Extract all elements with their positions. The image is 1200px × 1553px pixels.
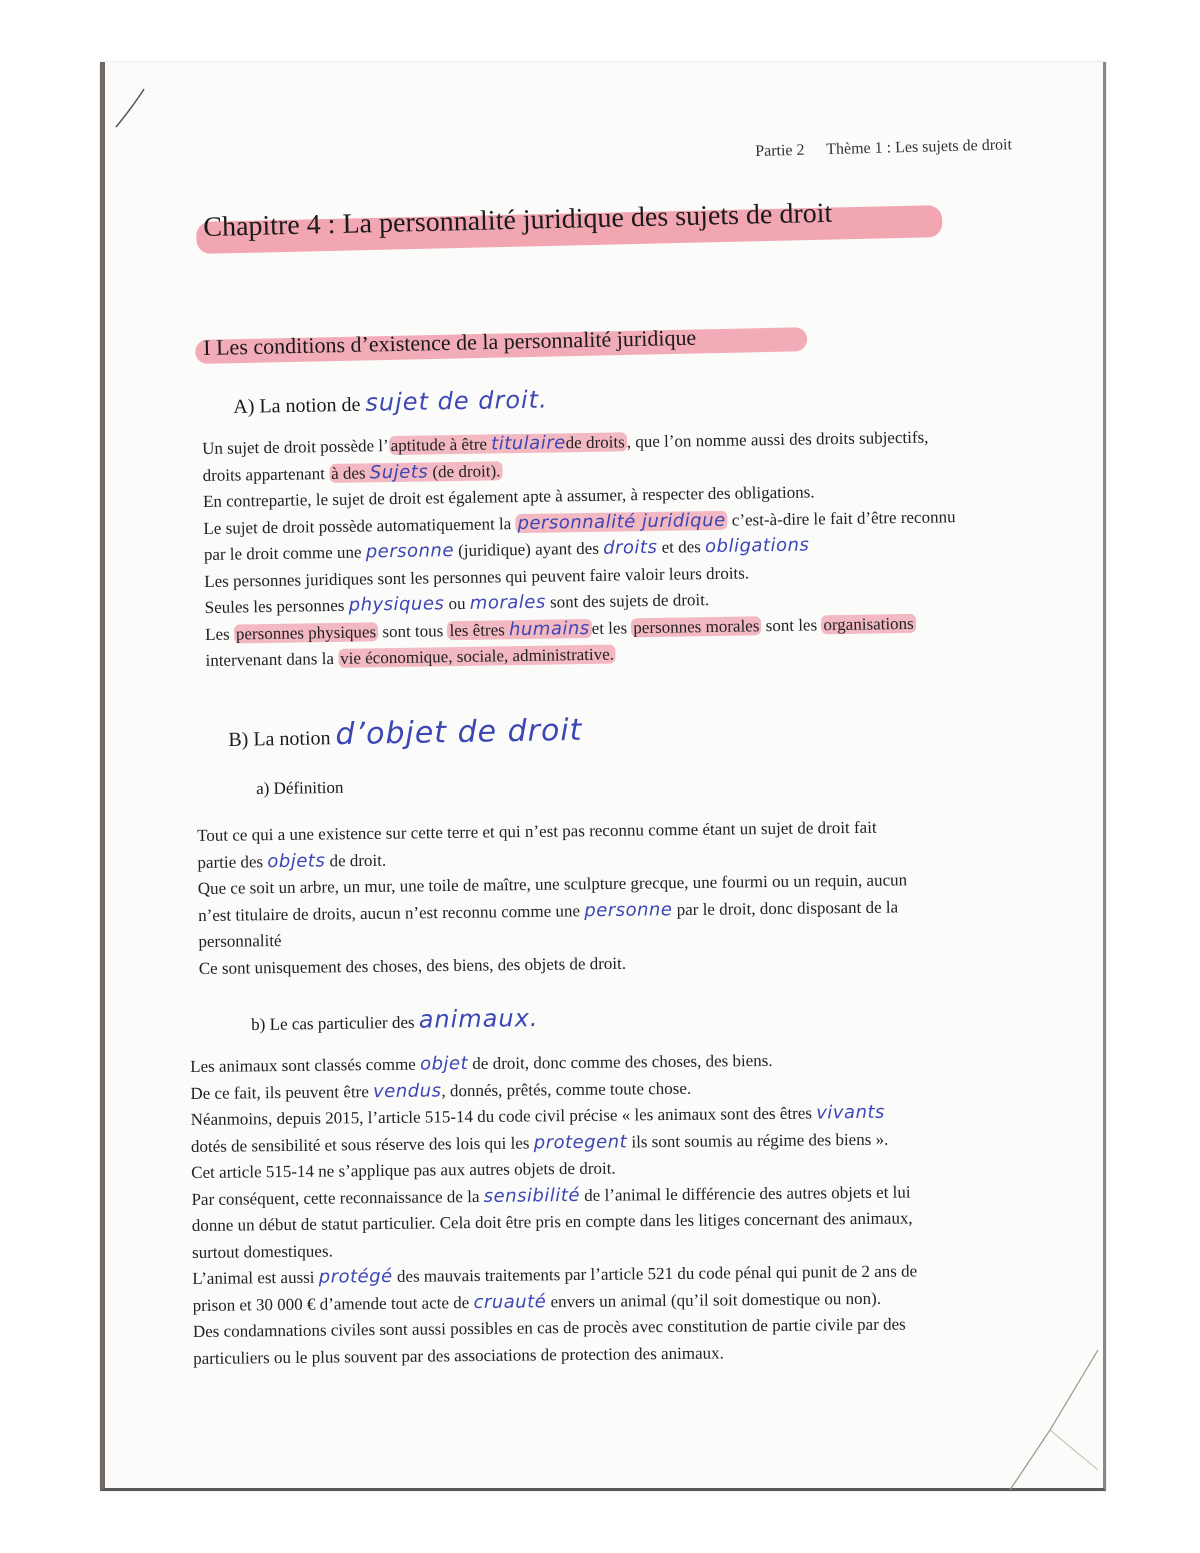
text: Un sujet de droit possède l’ xyxy=(202,436,389,458)
text-line: personnalité xyxy=(198,930,282,951)
text: , donnés, prêtés, comme toute chose. xyxy=(441,1078,692,1100)
subsection-a-label: A) La notion de xyxy=(233,393,361,418)
text: De ce fait, ils peuvent être xyxy=(190,1081,369,1103)
text: c’est-à-dire le fait d’être reconnu xyxy=(731,506,956,530)
text-line: donne un début de statut particulier. Cela doit être pris en compte dans les litiges concernant des animaux, xyxy=(191,1208,913,1235)
text: des mauvais traitements par l’article 521 du code pénal qui punit de 2 ans de xyxy=(396,1261,918,1286)
text: envers un animal (qu’il soit domestique ou non). xyxy=(550,1288,882,1311)
section-title: I Les conditions d’existence de la personnalité juridique xyxy=(203,324,697,360)
handwriting: protégé xyxy=(318,1265,393,1288)
paragraph-sujet-de-droit xyxy=(202,424,958,674)
text: de l’animal le différencie des autres objets et lui xyxy=(584,1181,911,1205)
text: n’est titulaire de droits, aucun n’est reconnu comme une xyxy=(198,900,581,925)
text: intervenant dans la xyxy=(205,648,339,670)
paper-fold xyxy=(980,1350,1098,1490)
subsection-b-label: B) La notion xyxy=(228,727,331,751)
text: sont les xyxy=(761,614,822,635)
text: à des xyxy=(330,462,366,483)
text: de droit. xyxy=(329,850,387,870)
text-line: particuliers ou le plus souvent par des associations de protection des animaux. xyxy=(193,1342,724,1368)
subsection-b-handwriting: d’objet de droit xyxy=(335,712,583,753)
highlight xyxy=(515,510,727,532)
pen-stroke xyxy=(112,85,152,130)
text: Les animaux sont classés comme xyxy=(190,1054,416,1076)
text: ils sont soumis au régime des biens ». xyxy=(631,1129,889,1151)
text: Les xyxy=(204,624,235,644)
text: , que l’on nomme aussi des droits subjectifs, xyxy=(626,427,929,452)
highlight: organisations xyxy=(823,613,914,634)
text: aptitude à être xyxy=(390,434,488,456)
text: par le droit, donc disposant de la xyxy=(676,896,899,919)
text: les êtres xyxy=(449,619,505,640)
subsub-b-label: b) Le cas particulier des xyxy=(251,1012,415,1034)
text: et les xyxy=(591,617,632,638)
text: sont des sujets de droit. xyxy=(549,590,710,612)
text: partie des xyxy=(197,851,264,872)
subsub-b-title xyxy=(251,1004,539,1036)
handwriting: vivants xyxy=(816,1101,885,1124)
text: (de droit). xyxy=(432,460,501,481)
text: et des xyxy=(661,537,701,557)
handwriting: morales xyxy=(469,591,546,614)
text: par le droit comme une xyxy=(203,542,362,564)
handwriting: humains xyxy=(508,617,590,640)
text: de droits xyxy=(565,432,625,453)
handwriting: vendus xyxy=(372,1079,442,1102)
text-line: surtout domestiques. xyxy=(191,1241,333,1262)
handwriting: titulaire xyxy=(491,432,566,455)
highlight xyxy=(329,461,503,483)
subsection-a-title xyxy=(233,386,548,419)
text-line: En contrepartie, le sujet de droit est également apte à assumer, à respecter des obligations. xyxy=(202,482,815,511)
text: Néanmoins, depuis 2015, l’article 515-14 du code civil précise « les animaux sont des êtres xyxy=(190,1103,813,1129)
text: Seules les personnes xyxy=(204,595,345,617)
text: Le sujet de droit possède automatiquement la xyxy=(203,513,512,538)
highlight: personnes morales xyxy=(633,615,760,637)
handwriting: obligations xyxy=(704,534,810,558)
text-line: Cet article 515-14 ne s’applique pas aux autres objets de droit. xyxy=(191,1158,616,1182)
chapter-title: Chapitre 4 : La personnalité juridique des sujets de droit xyxy=(203,197,833,243)
paragraph-objet-de-droit xyxy=(197,814,908,982)
highlight xyxy=(447,618,591,639)
text: droits appartenant xyxy=(202,463,330,485)
handwriting: objet xyxy=(419,1053,469,1075)
handwriting: personne xyxy=(584,898,673,921)
header-theme: Thème 1 : Les sujets de droit xyxy=(826,136,1013,159)
subsection-a-handwriting: sujet de droit. xyxy=(365,385,548,417)
highlight: personnes physiques xyxy=(235,621,377,643)
text-line: Des condamnations civiles sont aussi possibles en cas de procès avec constitution de partie civile par des xyxy=(192,1314,906,1341)
handwriting: Sujets xyxy=(369,460,429,483)
handwriting: sensibilité xyxy=(483,1184,581,1207)
text: (juridique) ayant des xyxy=(458,538,600,560)
text: L’animal est aussi xyxy=(192,1267,315,1288)
highlight xyxy=(389,432,627,455)
subsection-b-title xyxy=(228,713,583,754)
highlight: vie économique, sociale, administrative. xyxy=(340,644,615,668)
text: ou xyxy=(448,593,466,614)
handwriting: cruauté xyxy=(473,1290,547,1313)
text-line: Les personnes juridiques sont les personnes qui peuvent faire valoir leurs droits. xyxy=(204,562,750,591)
text: Par conséquent, cette reconnaissance de la xyxy=(191,1186,480,1209)
handwriting: personnalité juridique xyxy=(517,509,726,534)
text: sont tous xyxy=(377,620,448,641)
text: de droit, donc comme des choses, des biens. xyxy=(472,1050,773,1074)
handwriting: physiques xyxy=(348,593,445,616)
paragraph-animaux xyxy=(190,1046,918,1372)
handwriting: droits xyxy=(602,536,658,559)
text-line: Ce sont unisquement des choses, des biens, des objets de droit. xyxy=(198,953,627,978)
subsub-a-title: a) Définition xyxy=(256,777,344,798)
text-line: Tout ce qui a une existence sur cette terre et qui n’est pas reconnu comme étant un sujet de droit fait xyxy=(197,817,877,845)
subsub-b-handwriting: animaux. xyxy=(418,1003,539,1034)
handwriting: personne xyxy=(365,540,455,563)
handwriting: protegent xyxy=(533,1130,628,1153)
header-partie: Partie 2 xyxy=(755,141,805,160)
handwriting: objets xyxy=(267,849,326,872)
text: prison et 30 000 € d’amende tout acte de xyxy=(192,1292,470,1315)
text-line: Que ce soit un arbre, un mur, une toile de maître, une sculpture grecque, une fourmi ou un requin, aucun xyxy=(197,870,908,898)
text: dotés de sensibilité et sous réserve des lois qui les xyxy=(190,1132,530,1156)
